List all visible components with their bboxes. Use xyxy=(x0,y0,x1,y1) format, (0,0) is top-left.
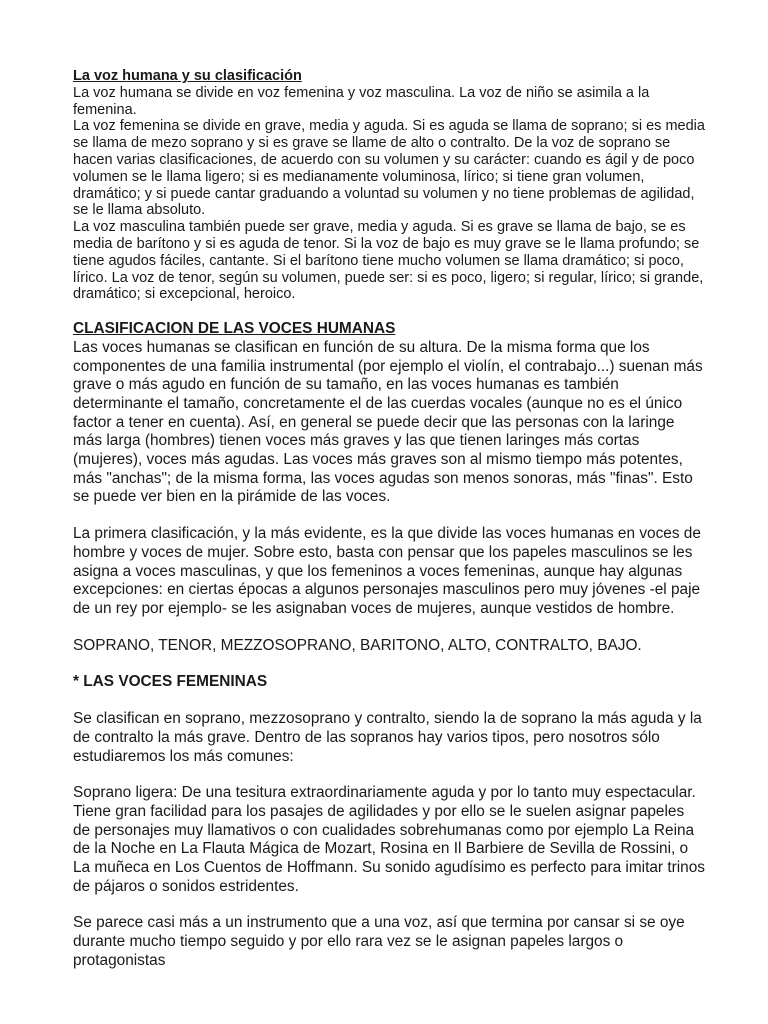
section-clasificacion xyxy=(73,320,705,970)
document-body xyxy=(73,68,705,971)
paragraph: Soprano ligera: De una tesitura extraordinariamente aguda y por lo tanto muy espectacular. Tiene gran facilidad para los pasajes de agilidades y por ello se le suelen asignar papeles de personajes muy llamativos o con cualidades sobrehumanas como por ejemplo La Reina de la Noche en La Flauta Mágica de Mozart, Rosina en Il Barbiere de Sevilla de Rossini, o La muñeca en Los Cuentos de Hoffmann. Su sonido agudísimo es perfecto para imitar trinos de pájaros o sonidos estridentes. xyxy=(73,784,705,895)
paragraph: Se parece casi más a un instrumento que a una voz, así que termina por cansar si se oye durante mucho tiempo seguido y por ello rara vez se le asignan papeles largos o protagonistas xyxy=(73,914,685,969)
paragraph: La voz masculina también puede ser grave, media y aguda. Si es grave se llama de bajo, se es media de barítono y si es aguda de tenor. Si la voz de bajo es muy grave se le llama profundo; se tiene agudos fáciles, cantante. Si el barítono tiene mucho volumen se llama dramático; si poco, lírico. La voz de tenor, según su volumen, puede ser: si es poco, ligero; si regular, lírico; si grande, dramático; si excepcional, heroico. xyxy=(73,219,704,303)
section-title: CLASIFICACION DE LAS VOCES HUMANAS xyxy=(73,320,396,338)
voice-list: SOPRANO, TENOR, MEZZOSOPRANO, BARITONO, ALTO, CONTRALTO, BAJO. xyxy=(73,636,642,654)
paragraph: Se clasifican en soprano, mezzosoprano y contralto, siendo la de soprano la más aguda y la de contralto la más grave. Dentro de las sopranos hay varios tipos, pero nosotros sólo estudiaremos los más comunes: xyxy=(73,710,702,765)
paragraph: Las voces humanas se clasifican en función de su altura. De la misma forma que los componentes de una familia instrumental (por ejemplo el violín, el contrabajo...) suenan más grave o más agudo en función de su tamaño, en las voces humanas es también determinante el tamaño, concretamente el de las cuerdas vocales (aunque no es el único factor a tener en cuenta). Así, en general se puede decir que las personas con la laringe más larga (hombres) tienen voces más graves y las que tienen laringes más cortas (mujeres), voces más agudas. Las voces más graves son al mismo tiempo más potentes, más "anchas"; de la misma forma, las voces agudas son menos sonoras, más "finas". Esto se puede ver bien en la pirámide de las voces. xyxy=(73,338,703,506)
paragraph: La voz humana se divide en voz femenina y voz masculina. La voz de niño se asimila a la femenina. xyxy=(73,84,650,118)
paragraph: La voz femenina se divide en grave, media y aguda. Si es aguda se llama de soprano; si es media se llama de mezo soprano y si es grave se llame de alto o contralto. De la voz de soprano se hacen varias clasificaciones, de acuerdo con su volumen y su carácter: cuando es ágil y de poco volumen se le llama ligero; si es medianamente voluminosa, lírico; si tiene gran volumen, dramático; y si puede cantar graduando a voluntad su volumen y no tiene problemas de agilidad, se le llama absoluto. xyxy=(73,118,705,219)
section-title: La voz humana y su clasificación xyxy=(73,68,302,84)
paragraph: La primera clasificación, y la más evidente, es la que divide las voces humanas en voces de hombre y voces de mujer. Sobre esto, basta con pensar que los papeles masculinos se les asigna a voces masculinas, y que los femeninos a voces femeninas, aunque hay algunas excepciones: en ciertas épocas a algunos personajes masculinos pero muy jóvenes -el paje de un rey por ejemplo- se les asignaban voces de mujeres, aunque vestidos de hombre. xyxy=(73,525,701,617)
subheading: * LAS VOCES FEMENINAS xyxy=(73,673,268,691)
section-voz-humana xyxy=(73,68,705,303)
